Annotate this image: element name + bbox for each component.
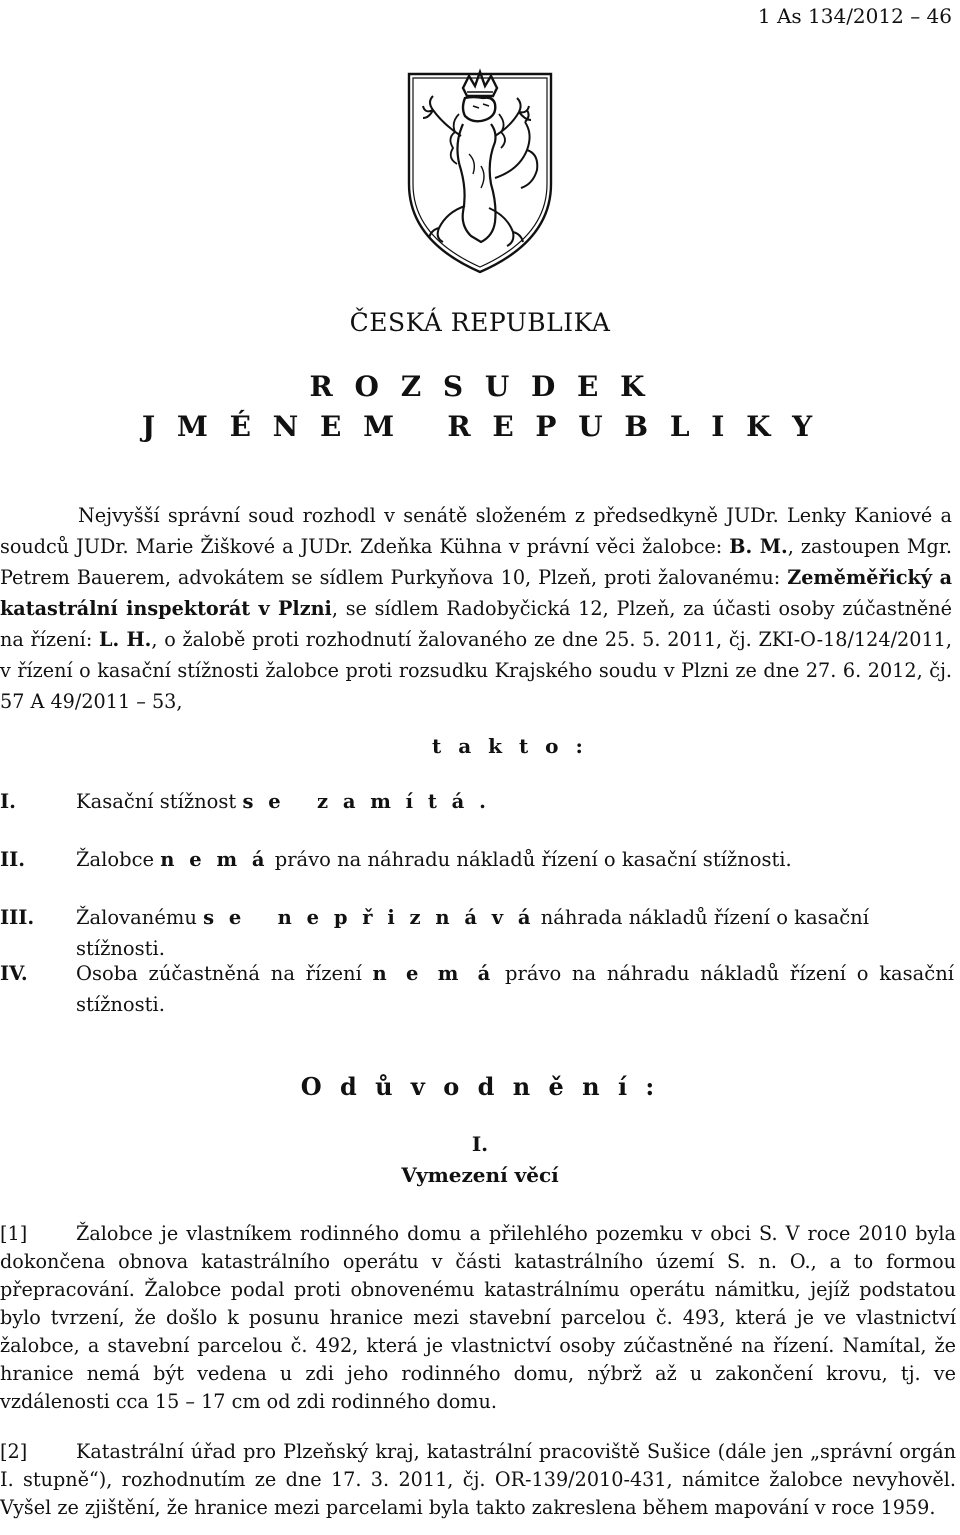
participant-name: L. H. — [99, 628, 152, 651]
verdict-number: III. — [0, 906, 35, 929]
case-number: 1 As 134/2012 – 46 — [757, 4, 952, 28]
judgment-title: R O Z S U D E K — [309, 370, 651, 403]
country-heading: ČESKÁ REPUBLIKA — [349, 308, 611, 337]
plaintiff-name: B. M. — [729, 535, 788, 558]
section-title: Vymezení věcí — [401, 1163, 559, 1187]
verdict-number: II. — [0, 848, 26, 871]
reasoning-paragraph: [1] Žalobce je vlastníkem rodinného domu a přilehlého pozemku v obci S. V roce 2010 byla dokončena obnova katastrálního operátu v části katastrálního území S. n. O., a to formou přepracování. Žalobce podal proti obnovenému katastrálnímu operátu námitku, jejíž podstatou bylo tvrzení, že došlo k posunu hranice mezi stavební parcelou č. 493, která je ve vlastnictví žalobce, a stavební parcelou č. 492, která je vlastnictví osoby zúčastněné na řízení. Namítal, že hranice nemá být vedena u zdi jeho rodinného domu, nýbrž až u zakončení krovu, tj. ve vzdálenosti cca 15 – 17 cm od zdi rodinného domu. — [0, 1222, 956, 1413]
czech-lion-coat-of-arms-icon — [403, 66, 557, 278]
document-page: 1 As 134/2012 – 46 ČESKÁ REPUBLIKA R O Z S U D E K J M É N E M R E P U B L I K Y Nejvyšší správní soud rozhodl v senátě složeném z předsedkyně JUDr. Lenky Kaniové a soudců JUDr. Marie Žiškové a JUDr. Zdeňka Kühna v právní věci žalobce: B. M., zastoupen Mgr. Petrem Bauerem, advokátem se sídlem Purkyňova 10, Plzeň, proti žalovanému: Zeměměřický a katastrální inspektorát v Plzni, se sídlem Radobyčická 12, Plzeň, za účasti osoby zúčastněné na řízení: L. H., o žalobě proti rozhodnutí žalovaného ze dne 25. 5. 2011, čj. ZKI-O-18/124/2011, v řízení o kasační stížnosti žalobce proti rozsudku Krajského soudu v Plzni ze dne 27. 6. 2012, čj. 57 A 49/2011 – 53, t a k t o : I. Kasační stížnost s e z a m í t á . II. Žalobce n e m á právo na náhradu nákladů řízení o kasační stížnosti. III. Žalovanému s e n e p ř i z n á v á náhrada nákladů řízení o kasační stížnosti. IV. Osoba zúčastněná na řízení n e m á právo na náhradu nákladů řízení o kasační stížnosti. O d ů v o d n ě n í : I. Vymezení věcí [1] Žalobce je vlastníkem rodinného domu a přilehlého pozemku v obci S. V roce 2010 byla dokončena obnova katastrálního operátu v části katastrálního území S. n. O., a to formou přepracování. Žalobce podal proti obnovenému katastrálnímu operátu námitku, jejíž podstatou bylo tvrzení, že došlo k posunu hranice mezi stavební parcelou č. 493, která je ve vlastnictví žalobce, a stavební parcelou č. 492, která je vlastnictví osoby zúčastněné na řízení. Namítal, že hranice nemá být vedena u zdi jeho rodinného domu, nýbrž až u zakončení krovu, tj. ve vzdálenosti cca 15 – 17 cm od zdi rodinného domu. [2] Katastrální úřad pro Plzeňský kraj, katastrální pracoviště Sušice (dále jen „správní orgán I. stupně“), rozhodnutím ze dne 17. 3. 2011, čj. OR-139/2010-431, námitce žalobce nevyhověl. Vyšel ze zjištění, že hranice mezi parcelami byla takto zakreslena během mapování v roce 1959. — [0, 0, 960, 1535]
verdict-number: IV. — [0, 962, 28, 985]
reasoning-heading: O d ů v o d n ě n í : — [300, 1072, 660, 1101]
verdict-intro: t a k t o : — [432, 734, 588, 758]
section-number: I. — [471, 1132, 489, 1156]
judgment-subtitle: J M É N E M R E P U B L I K Y — [141, 410, 819, 443]
defendant-name: Zeměměřický a katastrální inspektorát v Plzni — [0, 566, 952, 620]
paragraph-number: [1] — [0, 1222, 28, 1245]
paragraph-number: [2] — [0, 1440, 28, 1463]
verdict-number: I. — [0, 790, 16, 813]
intro-paragraph: Nejvyšší správní soud rozhodl v senátě složeném z předsedkyně JUDr. Lenky Kaniové a soudců JUDr. Marie Žiškové a JUDr. Zdeňka Kühna v právní věci žalobce: B. M., zastoupen Mgr. Petrem Bauerem, advokátem se sídlem Purkyňova 10, Plzeň, proti žalovanému: Zeměměřický a katastrální inspektorát v Plzni, se sídlem Radobyčická 12, Plzeň, za účasti osoby zúčastněné na řízení: L. H., o žalobě proti rozhodnutí žalovaného ze dne 25. 5. 2011, čj. ZKI-O-18/124/2011, v řízení o kasační stížnosti žalobce proti rozsudku Krajského soudu v Plzni ze dne 27. 6. 2012, čj. 57 A 49/2011 – 53, — [0, 504, 953, 713]
reasoning-paragraph: [2] Katastrální úřad pro Plzeňský kraj, katastrální pracoviště Sušice (dále jen „správní orgán I. stupně“), rozhodnutím ze dne 17. 3. 2011, čj. OR-139/2010-431, námitce žalobce nevyhověl. Vyšel ze zjištění, že hranice mezi parcelami byla takto zakreslena během mapování v roce 1959. — [0, 1440, 956, 1519]
